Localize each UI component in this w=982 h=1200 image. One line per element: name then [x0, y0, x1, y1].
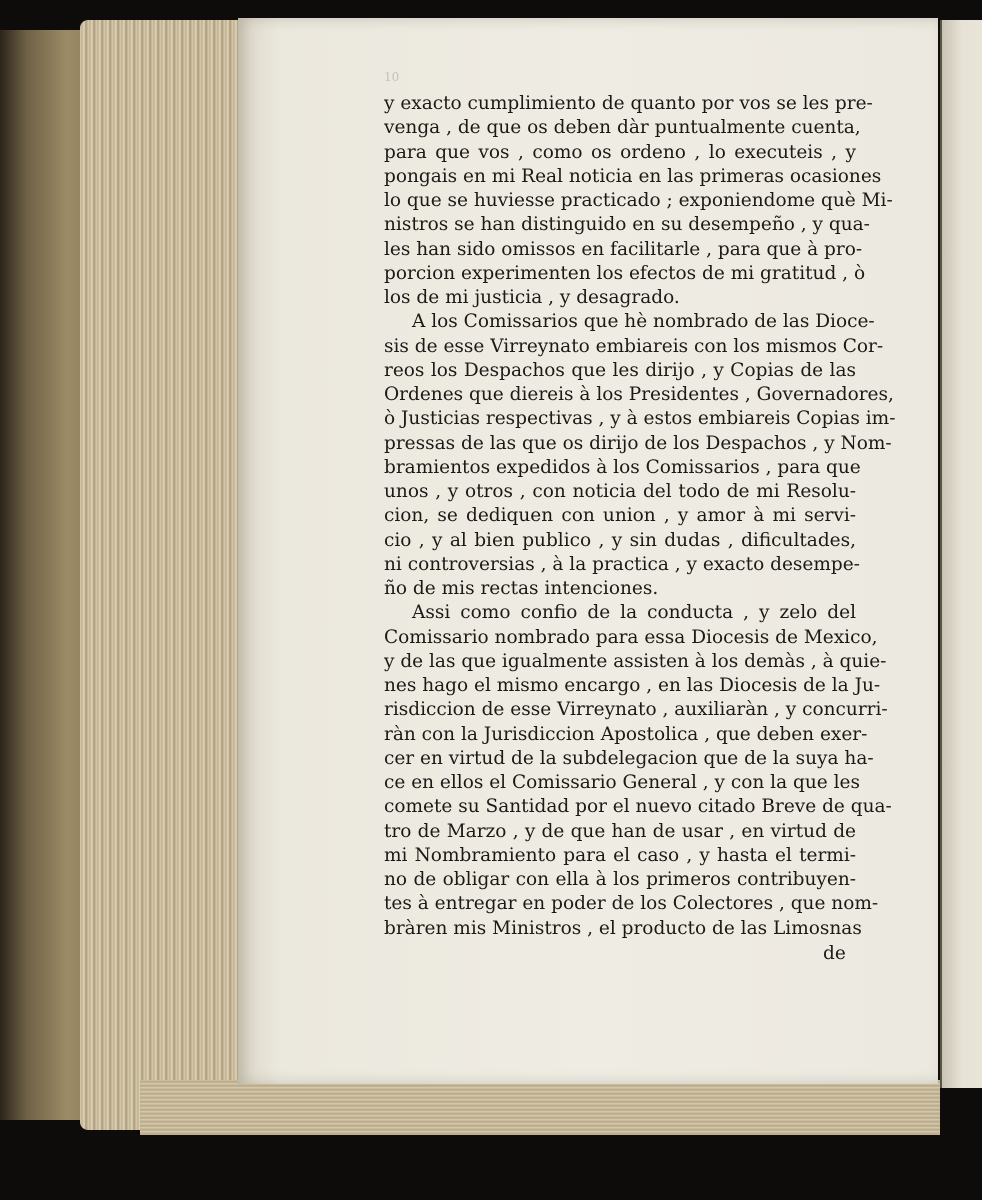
text-line: risdiccion de esse Virreynato , auxiliaràn , y concurri-	[384, 699, 888, 721]
text-line: cion, se dediquen con union , y amor à mi servi-	[384, 505, 856, 527]
text-line: Assi como confio de la conducta , y zelo del	[412, 602, 856, 624]
text-line: para que vos , como os ordeno , lo executeis , y	[384, 141, 856, 163]
text-line: nistros se han distinguido en su desempeño , y qua-	[384, 214, 870, 236]
text-line: unos , y otros , con noticia del todo de mi Resolu-	[384, 481, 856, 502]
text-line: pongais en mi Real noticia en las primeras ocasiones	[384, 165, 882, 187]
page-edges	[80, 20, 250, 1130]
text-line: reos los Despachos que les dirijo , y Copias de las	[384, 359, 856, 381]
text-line: les han sido omissos en facilitarle , para que à pro-	[384, 238, 863, 260]
text-line: A los Comissarios que hè nombrado de las Dioce-	[412, 311, 875, 333]
text-line: ño de mis rectas intenciones.	[384, 578, 659, 599]
text-line: pressas de las que os dirijo de los Despachos , y Nom-	[384, 432, 892, 454]
next-page-edge	[940, 20, 982, 1088]
text-line: mi Nombramiento para el caso , y hasta el termi-	[384, 844, 856, 866]
text-line: ni controversias , à la practica , y exacto desempe-	[384, 553, 860, 575]
text-line: y exacto cumplimiento de quanto por vos se les pre-	[384, 93, 873, 114]
text-line: tro de Marzo , y de que han de usar , en virtud de	[384, 820, 856, 842]
bottom-page-edges	[140, 1080, 940, 1135]
text-line: no de obligar con ella à los primeros contribuyen-	[384, 869, 856, 890]
text-line: venga , de que os deben dàr puntualmente cuenta,	[384, 117, 861, 139]
catchword: de	[823, 943, 846, 964]
text-line: ce en ellos el Comissario General , y con la que les	[384, 772, 860, 793]
text-line: lo que se huviesse practicado ; exponiendome què Mi-	[384, 190, 893, 211]
text-line: ràn con la Jurisdiccion Apostolica , que deben exer-	[384, 723, 868, 745]
text-line: tes à entregar en poder de los Colectores , que nom-	[384, 893, 879, 915]
text-line: Ordenes que diereis à los Presidentes , Governadores,	[384, 384, 894, 405]
text-line: sis de esse Virreynato embiareis con los mismos Cor-	[384, 335, 884, 357]
text-line: bramientos expedidos à los Comissarios , para que	[384, 456, 861, 478]
text-line: bràren mis Ministros , el producto de las Limosnas	[384, 917, 862, 939]
text-line: nes hago el mismo encargo , en las Diocesis de la Ju-	[384, 675, 881, 696]
text-line: porcion experimenten los efectos de mi gratitud , ò	[384, 262, 866, 284]
text-line: cer en virtud de la subdelegacion que de la suya ha-	[384, 747, 874, 769]
text-line: ò Justicias respectivas , y à estos embiareis Copias im-	[384, 408, 896, 430]
page-number: 10	[384, 70, 400, 84]
text-line: y de las que igualmente assisten à los demàs , à quie-	[384, 650, 887, 672]
text-line: Comissario nombrado para essa Diocesis de Mexico,	[384, 626, 878, 648]
text-line: comete su Santidad por el nuevo citado Breve de qua-	[384, 796, 892, 818]
text-line: cio , y al bien publico , y sin dudas , dificultades,	[384, 529, 856, 551]
text-line: los de mi justicia , y desagrado.	[384, 287, 680, 308]
